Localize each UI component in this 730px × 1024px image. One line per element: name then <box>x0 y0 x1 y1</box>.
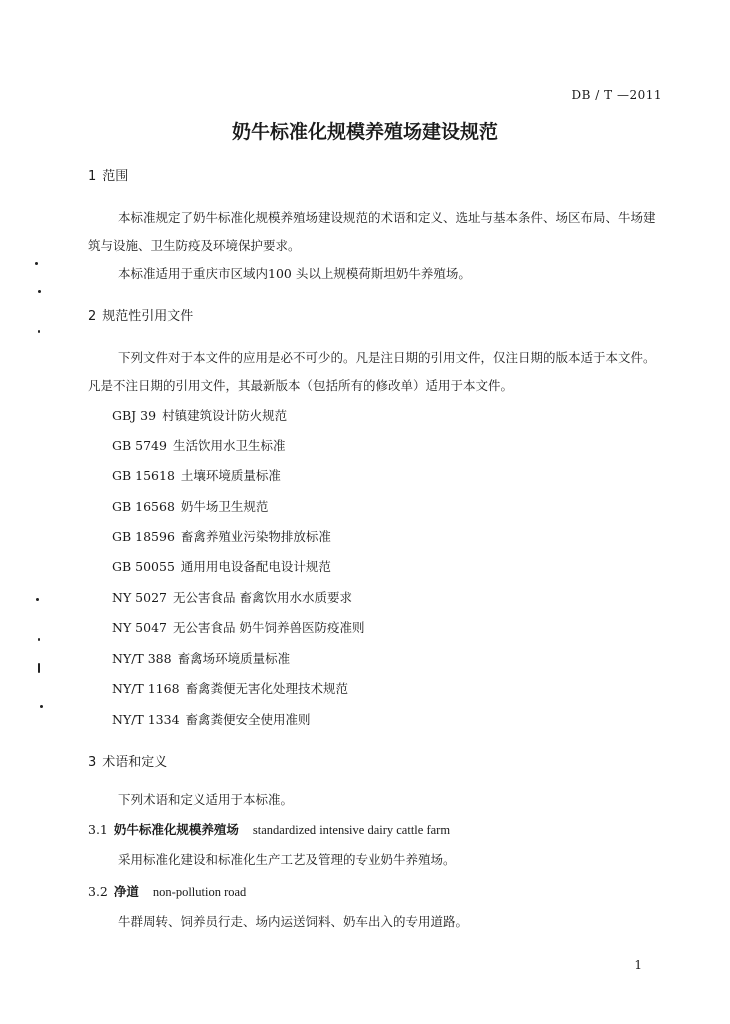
reference-name: 畜禽粪便无害化处理技术规范 <box>185 681 349 696</box>
document-title: 奶牛标准化规模养殖场建设规范 <box>231 121 498 143</box>
reference-code: GB 5749 <box>112 438 167 453</box>
reference-name: 奶牛场卫生规范 <box>180 499 269 514</box>
reference-name: 无公害食品 畜禽饮用水水质要求 <box>172 590 352 605</box>
reference-code: GB 15618 <box>112 468 175 483</box>
reference-name: 无公害食品 奶牛饲养兽医防疫准则 <box>172 620 365 635</box>
reference-code: NY/T 1334 <box>112 712 180 727</box>
scope-applicability: 本标准适用于重庆市区域内100 头以上规模荷斯坦奶牛养殖场。 <box>118 266 471 281</box>
term-english: non-pollution road <box>152 885 247 899</box>
term-english: standardized intensive dairy cattle farm <box>252 823 451 837</box>
reference-item <box>112 527 331 545</box>
scan-speck <box>36 598 39 601</box>
term-chinese: 净道 <box>113 884 139 899</box>
section-number: 3 <box>88 755 97 770</box>
reference-name: 生活饮用水卫生标准 <box>172 438 286 453</box>
section-title: 术语和定义 <box>102 755 168 770</box>
reference-name: 通用用电设备配电设计规范 <box>180 559 331 574</box>
reference-code: GB 50055 <box>112 559 175 574</box>
term-number: 3.2 <box>88 884 108 899</box>
reference-name: 土壤环境质量标准 <box>180 468 281 483</box>
reference-item <box>112 710 311 728</box>
reference-item <box>112 588 352 606</box>
reference-name: 村镇建筑设计防火规范 <box>162 408 288 423</box>
refs-intro-line: 下列文件对于本文件的应用是必不可少的。凡是注日期的引用文件，仅注日期的版本适于本文件。 <box>118 350 656 365</box>
scan-speck <box>38 663 40 673</box>
section-title: 范围 <box>102 169 129 184</box>
section-heading-terms <box>88 751 167 770</box>
refs-intro-line: 凡是不注日期的引用文件，其最新版本（包括所有的修改单）适用于本文件。 <box>88 378 514 393</box>
section-number: 2 <box>88 309 97 324</box>
reference-item <box>112 406 287 424</box>
reference-item <box>112 466 281 484</box>
scan-speck <box>38 290 41 293</box>
reference-code: NY 5047 <box>112 620 167 635</box>
term-chinese: 奶牛标准化规模养殖场 <box>113 822 239 837</box>
reference-item <box>112 557 331 575</box>
reference-item <box>112 497 268 515</box>
reference-code: NY/T 388 <box>112 651 172 666</box>
scope-paragraph-line: 筑与设施、卫生防疫及环境保护要求。 <box>88 238 301 253</box>
reference-item <box>112 649 290 667</box>
section-number: 1 <box>88 169 97 184</box>
reference-name: 畜禽场环境质量标准 <box>177 651 291 666</box>
page-number: 1 <box>634 958 642 972</box>
section-title: 规范性引用文件 <box>102 309 194 324</box>
reference-name: 畜禽粪便安全使用准则 <box>185 712 311 727</box>
reference-code: NY/T 1168 <box>112 681 180 696</box>
reference-item <box>112 436 285 454</box>
section-heading-scope <box>88 165 128 184</box>
section-heading-normative-refs <box>88 305 193 324</box>
reference-code: GBJ 39 <box>112 408 157 423</box>
reference-code: NY 5027 <box>112 590 167 605</box>
reference-item <box>112 618 364 636</box>
scan-speck <box>38 638 40 641</box>
term-definition: 牛群周转、饲养员行走、场内运送饲料、奶车出入的专用道路。 <box>118 914 469 929</box>
term-entry <box>88 820 450 838</box>
scan-speck <box>40 705 43 708</box>
term-definition: 采用标准化建设和标准化生产工艺及管理的专业奶牛养殖场。 <box>118 852 456 867</box>
terms-intro: 下列术语和定义适用于本标准。 <box>118 792 294 807</box>
term-number: 3.1 <box>88 822 108 837</box>
scan-speck <box>38 330 40 333</box>
term-entry <box>88 882 246 900</box>
reference-code: GB 16568 <box>112 499 175 514</box>
reference-code: GB 18596 <box>112 529 175 544</box>
scan-speck <box>35 262 38 265</box>
standard-code: DB / T —2011 <box>571 88 662 102</box>
scope-paragraph-line: 本标准规定了奶牛标准化规模养殖场建设规范的术语和定义、选址与基本条件、场区布局、牛场建 <box>118 210 656 225</box>
reference-name: 畜禽养殖业污染物排放标准 <box>180 529 331 544</box>
reference-item <box>112 679 348 697</box>
